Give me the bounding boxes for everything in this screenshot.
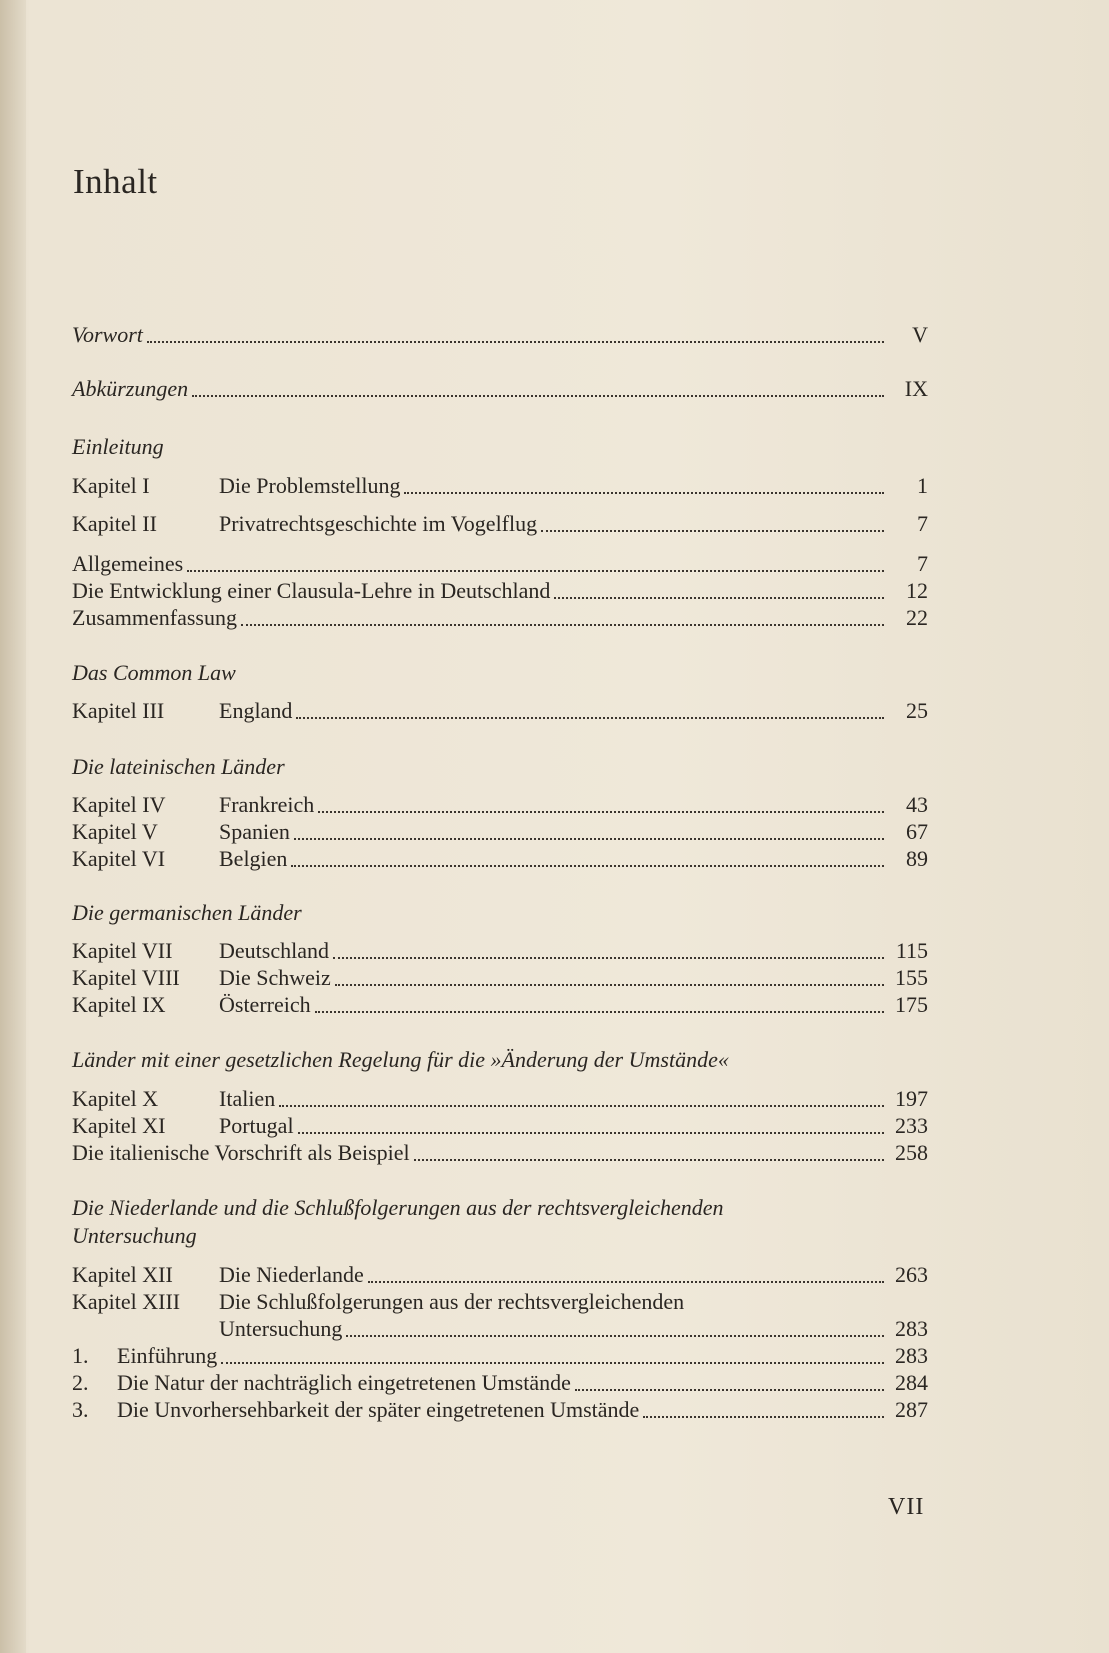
toc-entry: Zusammenfassung 22 (72, 605, 928, 630)
leader-dots (318, 793, 884, 813)
toc-entry: Die Entwicklung einer Clausula-Lehre in Deutschland 12 (72, 578, 928, 603)
toc-entry: Kapitel X Italien 197 (72, 1086, 928, 1111)
section-heading: Die germanischen Länder (72, 900, 302, 925)
section-heading: Das Common Law (72, 660, 236, 685)
toc-entry: Allgemeines 7 (72, 551, 928, 576)
toc-entry: 2. Die Natur der nachträglich eingetretenen Umstände 284 (72, 1370, 928, 1395)
toc-entry: Kapitel V Spanien 67 (72, 819, 928, 844)
section-heading: Einleitung (72, 434, 164, 459)
toc-entry: Vorwort V (72, 322, 928, 347)
leader-dots (643, 1398, 884, 1418)
leader-dots (147, 323, 884, 343)
leader-dots (296, 699, 884, 719)
leader-dots (187, 552, 884, 572)
leader-dots (192, 377, 884, 397)
toc-entry: Kapitel I Die Problemstellung 1 (72, 473, 928, 498)
toc-entry: Abkürzungen IX (72, 376, 928, 401)
toc-entry: Kapitel VI Belgien 89 (72, 846, 928, 871)
leader-dots (241, 606, 884, 626)
toc-entry: 3. Die Unvorhersehbarkeit der später eingetretenen Umstände 287 (72, 1397, 928, 1422)
leader-dots (414, 1141, 884, 1161)
page-number: VII (888, 1494, 925, 1520)
toc-entry: Kapitel XIII Die Schlußfolgerungen aus der rechtsvergleichenden (72, 1289, 685, 1314)
leader-dots (291, 847, 884, 867)
section-heading: Die Niederlande und die Schlußfolgerungen aus der rechtsvergleichenden (72, 1195, 724, 1220)
toc-entry: Kapitel XI Portugal 233 (72, 1113, 928, 1138)
toc-entry: Kapitel II Privatrechtsgeschichte im Vogelflug 7 (72, 511, 928, 536)
page-title: Inhalt (73, 162, 158, 201)
page-gutter (0, 0, 26, 1653)
toc-entry: Untersuchung 283 (219, 1316, 928, 1341)
leader-dots (541, 512, 884, 532)
leader-dots (298, 1114, 884, 1134)
leader-dots (554, 579, 884, 599)
leader-dots (333, 939, 884, 959)
leader-dots (335, 966, 884, 986)
toc-entry: Kapitel VII Deutschland 115 (72, 938, 928, 963)
toc-entry: Kapitel XII Die Niederlande 263 (72, 1262, 928, 1287)
leader-dots (368, 1263, 884, 1283)
leader-dots (221, 1344, 884, 1364)
leader-dots (575, 1371, 884, 1391)
toc-entry: Kapitel IV Frankreich 43 (72, 792, 928, 817)
section-heading: Länder mit einer gesetzlichen Regelung für die »Änderung der Umstände« (72, 1047, 729, 1072)
section-heading: Die lateinischen Länder (72, 754, 285, 779)
leader-dots (346, 1317, 884, 1337)
section-heading: Untersuchung (72, 1223, 197, 1248)
leader-dots (294, 820, 884, 840)
leader-dots (279, 1087, 884, 1107)
toc-entry: Die italienische Vorschrift als Beispiel 258 (72, 1140, 928, 1165)
toc-entry: Kapitel VIII Die Schweiz 155 (72, 965, 928, 990)
toc-entry: 1. Einführung 283 (72, 1343, 928, 1368)
toc-entry: Kapitel IX Österreich 175 (72, 992, 928, 1017)
leader-dots (404, 474, 884, 494)
toc-entry: Kapitel III England 25 (72, 698, 928, 723)
leader-dots (315, 993, 884, 1013)
